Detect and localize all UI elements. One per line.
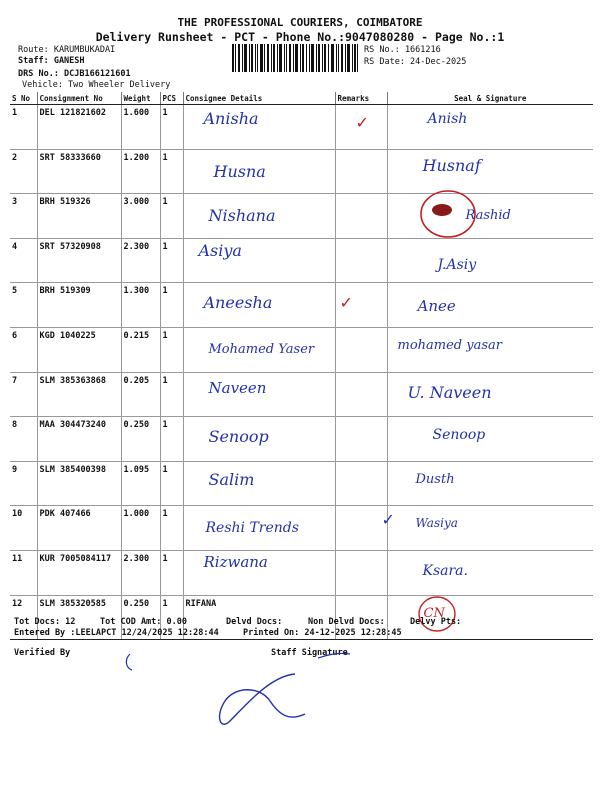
remarks-cell [335,461,387,506]
check-icon: ✓ [381,510,395,530]
consignee-name: RIFANA [185,598,217,609]
remarks-cell [335,238,387,283]
seal-signature-cell [387,283,593,328]
consignee-handwriting: Asiya [198,240,242,260]
remarks-cell [335,194,387,239]
remarks-cell [335,149,387,194]
pieces: 1 [160,461,183,506]
remarks-cell [335,327,387,372]
signature-handwriting: Senoop [432,427,486,444]
remarks-cell [335,105,387,150]
consignee-cell [183,417,335,462]
consignee-cell [183,372,335,417]
signature-handwriting: mohamed yasar [397,337,502,353]
pieces: 1 [160,327,183,372]
column-header: Consignment No [37,92,121,105]
company-name: THE PROFESSIONAL COURIERS, COIMBATORE [177,16,423,29]
pieces: 1 [160,550,183,595]
seal-signature-cell [387,238,593,283]
consignee-handwriting: Husna [213,161,266,181]
seal-signature-cell [387,461,593,506]
serial-number: 12 [10,595,37,640]
vehicle-label: Vehicle: Two Wheeler Delivery [22,80,171,90]
serial-number: 9 [10,461,37,506]
staff-signature-label: Staff Signature [271,648,348,658]
pieces: 1 [160,194,183,239]
consignee-cell [183,283,335,328]
staff-signature-scribble-icon [120,646,380,736]
total-cod-amount: Tot COD Amt: 0.00 [100,617,187,627]
pieces: 1 [160,149,183,194]
verified-by-label: Verified By [14,648,71,658]
weight: 1.600 [121,105,160,150]
total-docs: Tot Docs: 12 [14,617,76,627]
delivery-points: Delvy Pts: [410,617,462,627]
consignment-number: SRT 57320908 [37,238,121,283]
consignee-handwriting: Mohamed Yaser [208,341,315,357]
runsheet-title: Delivery Runsheet - PCT - Phone No.:9047080280 - Page No.:1 [95,30,505,44]
rs-number: RS No.: 1661216 [364,45,441,55]
drs-number: DRS No.: DCJB166121601 [18,69,131,79]
consignee-cell [183,238,335,283]
serial-number: 3 [10,194,37,239]
column-header: Weight [121,92,160,105]
signature-handwriting: Rashid [465,208,511,224]
weight: 1.095 [121,461,160,506]
seal-signature-cell [381,506,593,551]
seal-signature-cell [387,105,593,150]
weight: 1.000 [121,506,160,551]
serial-number: 10 [10,506,37,551]
weight: 0.250 [121,595,160,640]
table-row [10,372,593,417]
signature-handwriting: CN [423,605,445,621]
table-row [10,550,593,595]
consignee-cell [183,506,335,551]
pieces: 1 [160,283,183,328]
consignee-handwriting: Senoop [208,427,269,447]
column-header: Consignee Details [183,92,335,105]
check-icon: ✓ [355,113,369,132]
pieces: 1 [160,372,183,417]
signature-handwriting: U. Naveen [407,382,492,402]
route-label: Route: KARUMBUKADAI [18,45,116,55]
signature-handwriting: Wasiya [415,516,458,531]
remarks-cell [335,506,387,551]
consignee-handwriting: Salim [208,469,255,489]
consignment-number: SLM 385363868 [37,372,121,417]
signature-handwriting: Husnaf [422,155,481,175]
serial-number: 1 [10,105,37,150]
consignee-handwriting: Reshi Trends [205,520,299,537]
rs-date: RS Date: 24-Dec-2025 [364,57,467,67]
consignment-number: MAA 304473240 [37,417,121,462]
consignment-number: SLM 385400398 [37,461,121,506]
column-header: Seal & Signature [387,92,593,105]
serial-number: 5 [10,283,37,328]
check-icon: ✓ [339,293,353,313]
weight: 3.000 [121,194,160,239]
consignment-number: BRH 519326 [37,194,121,239]
consignment-number: PDK 407466 [37,506,121,551]
consignment-number: DEL 121821602 [37,105,121,150]
consignee-cell [183,194,335,239]
table-header-row [10,92,593,105]
table-row [10,283,593,328]
seal-signature-cell [387,550,593,595]
entered-by: Entered By :LEELAPCT 12/24/2025 12:28:44 [14,628,219,638]
remarks-cell [335,283,387,328]
table-row [10,506,593,551]
table-row [10,149,593,194]
column-header: S No [10,92,37,105]
seal-signature-cell [387,417,593,462]
serial-number: 8 [10,417,37,462]
column-header: PCS [160,92,183,105]
consignee-handwriting: Nishana [208,206,276,226]
printed-on: Printed On: 24-12-2025 12:28:45 [243,628,402,638]
signature-handwriting: Ksara. [422,562,468,579]
pieces: 1 [160,506,183,551]
column-header: Remarks [335,92,387,105]
consignee-cell [183,550,335,595]
weight: 2.300 [121,550,160,595]
consignment-number: BRH 519309 [37,283,121,328]
delivery-table [10,92,593,640]
pieces: 1 [160,417,183,462]
delivered-docs: Delvd Docs: [226,617,283,627]
serial-number: 7 [10,372,37,417]
weight: 0.250 [121,417,160,462]
signature-handwriting: J.Asiy [437,256,477,273]
signature-handwriting: Dusth [415,471,455,487]
pieces: 1 [160,238,183,283]
table-row [10,105,593,150]
non-delivered-docs: Non Delvd Docs: [308,617,385,627]
serial-number: 2 [10,149,37,194]
signature-handwriting: Anee [417,297,456,316]
weight: 0.205 [121,372,160,417]
consignee-cell [183,149,335,194]
remarks-cell [335,417,387,462]
table-row [10,238,593,283]
seal-signature-cell [387,149,593,194]
staff-label: Staff: GANESH [18,56,85,66]
consignee-handwriting: Naveen [208,378,267,397]
table-row [10,194,593,239]
consignment-number: SRT 58333660 [37,149,121,194]
table-row [10,461,593,506]
consignee-handwriting: Aneesha [203,293,273,313]
serial-number: 6 [10,327,37,372]
weight: 1.300 [121,283,160,328]
consignment-number: SLM 385320585 [37,595,121,640]
seal-signature-cell [387,372,593,417]
weight: 0.215 [121,327,160,372]
consignment-number: KGD 1040225 [37,327,121,372]
seal-signature-cell [387,327,593,372]
consignee-cell [183,327,335,372]
table-row [10,417,593,462]
weight: 1.200 [121,149,160,194]
serial-number: 11 [10,550,37,595]
consignee-cell [183,105,335,150]
consignee-handwriting: Rizwana [203,552,268,571]
serial-number: 4 [10,238,37,283]
pieces: 1 [160,595,183,640]
remarks-cell [335,550,387,595]
signature-handwriting: Anish [427,111,468,127]
consignee-cell [183,461,335,506]
barcode-icon [232,44,358,72]
weight: 2.300 [121,238,160,283]
table-row [10,327,593,372]
seal-signature-cell [387,194,593,239]
consignee-handwriting: Anisha [203,109,259,128]
pieces: 1 [160,105,183,150]
remarks-cell [335,372,387,417]
consignment-number: KUR 7005084117 [37,550,121,595]
